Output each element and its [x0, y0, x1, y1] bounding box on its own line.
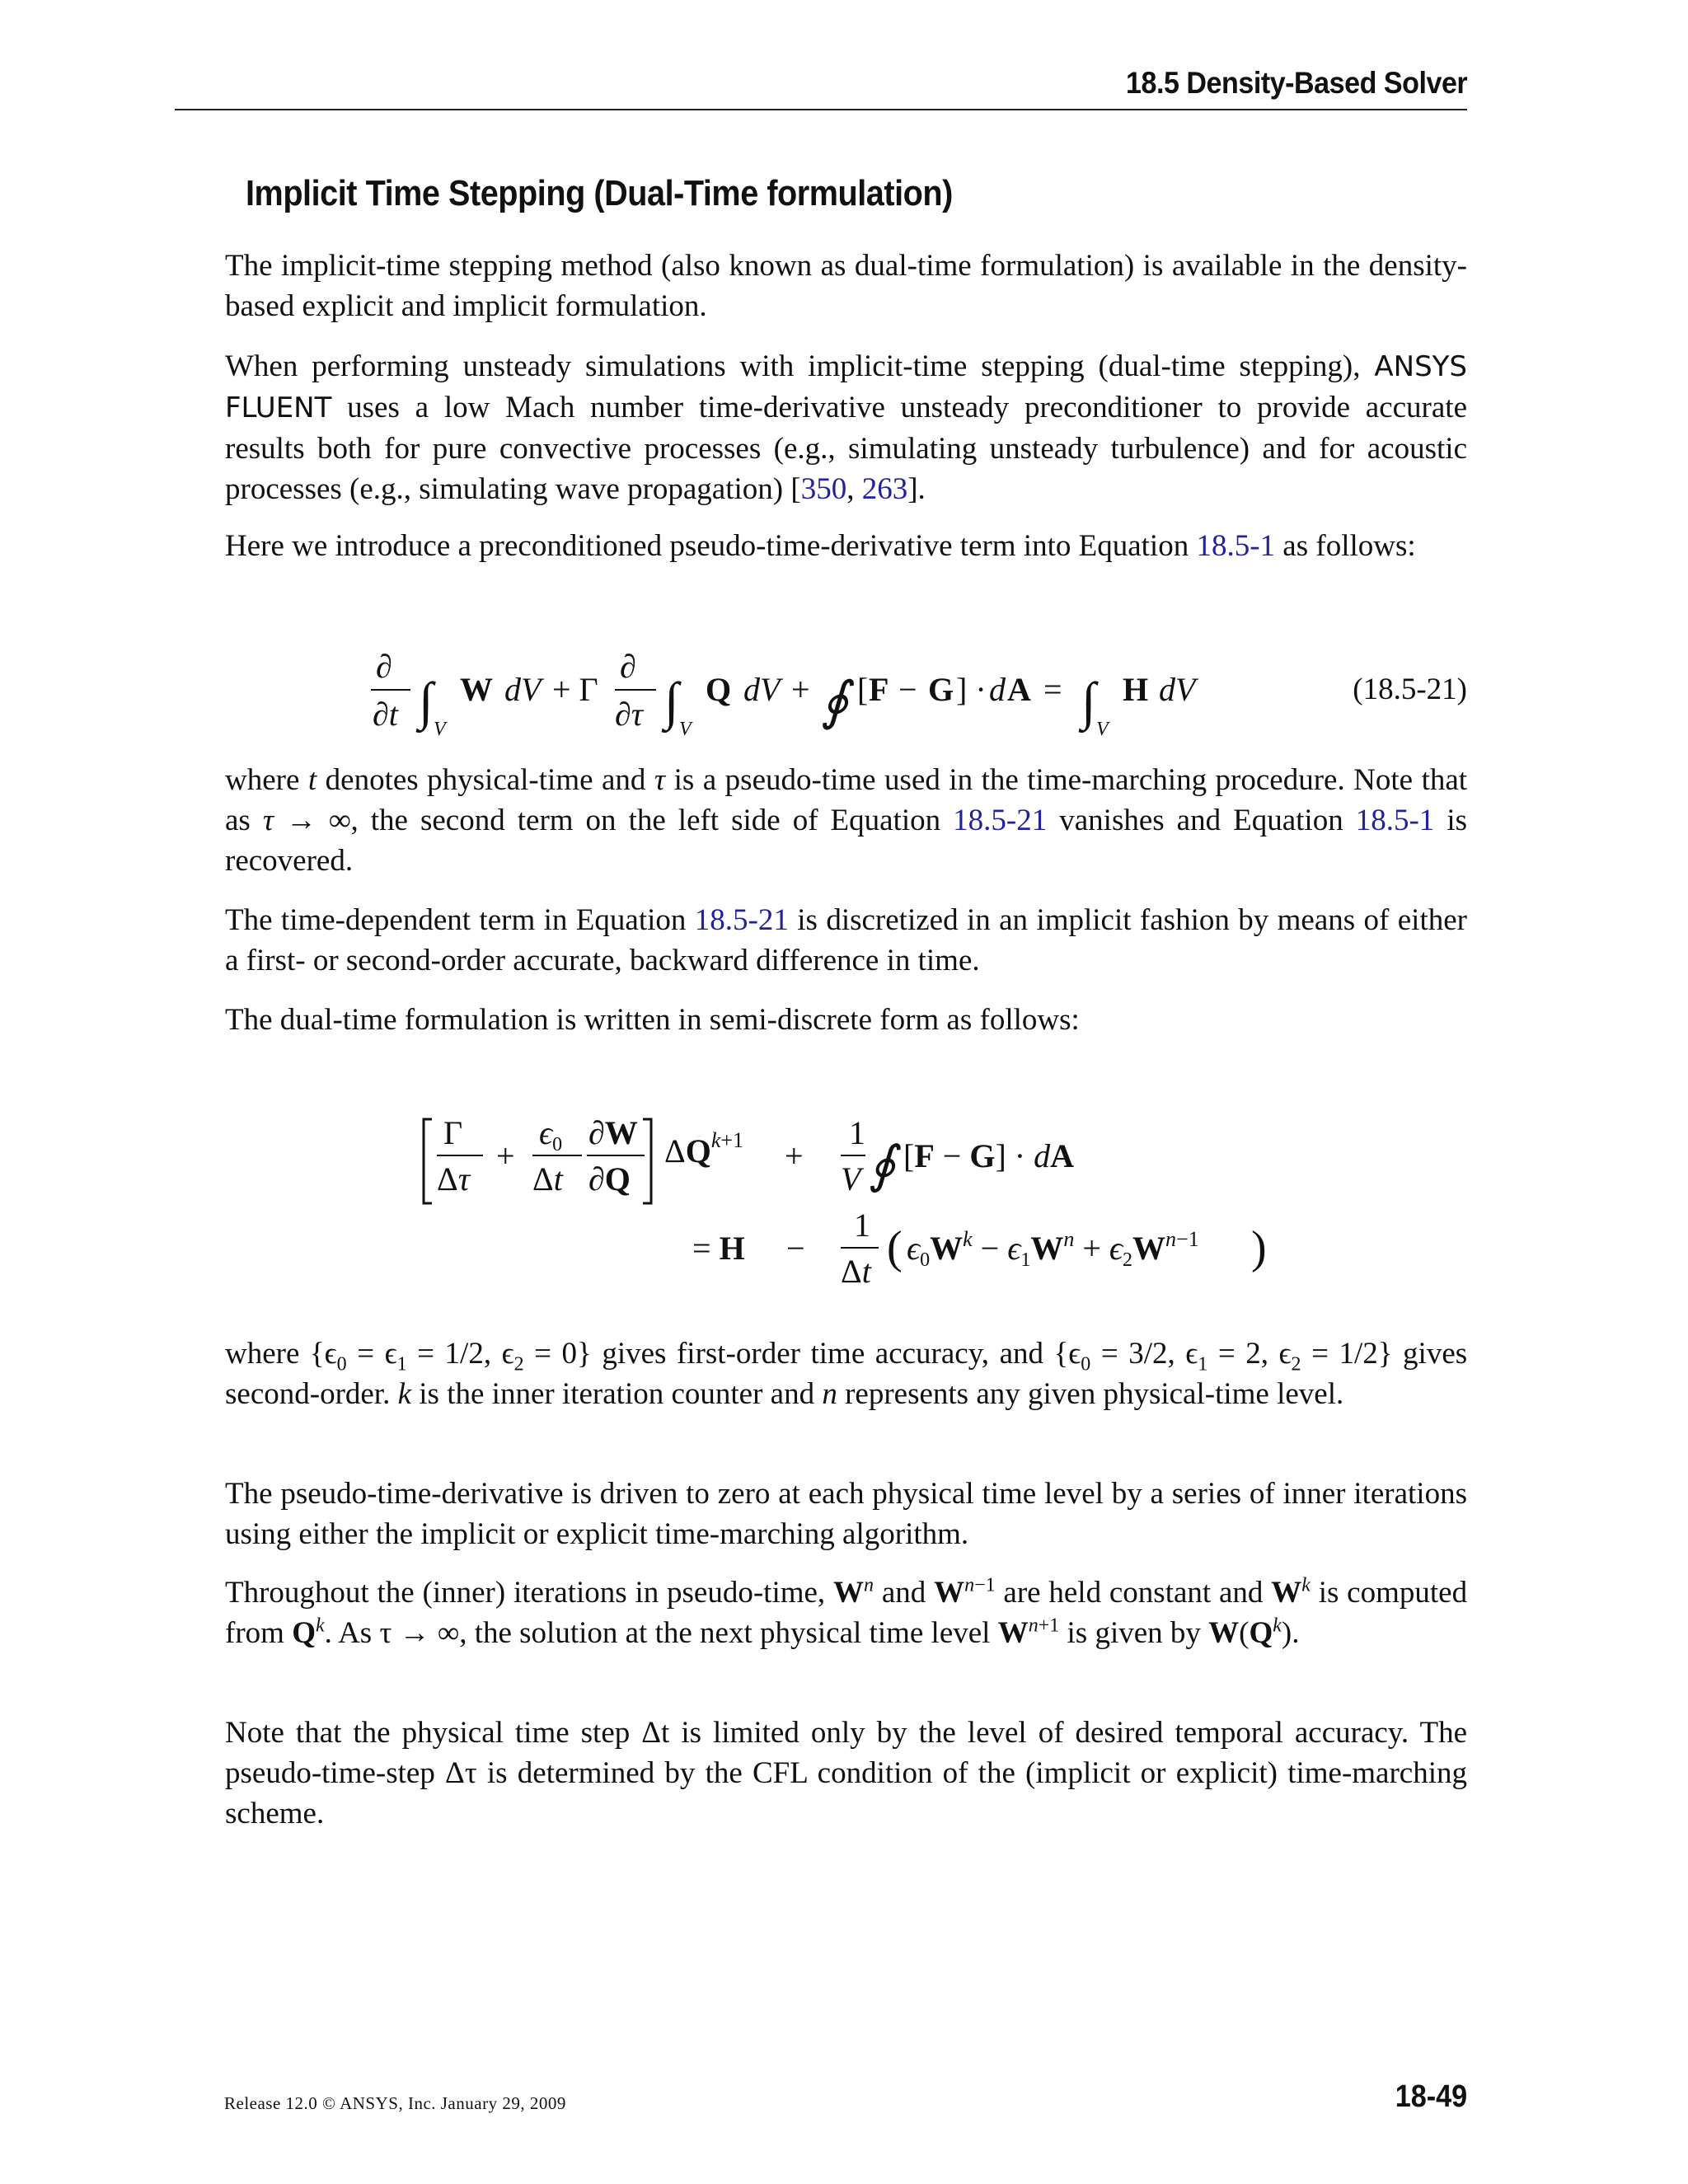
- paragraph-text: denotes physical-time and: [325, 763, 646, 797]
- svg-text:1: 1: [849, 1114, 865, 1151]
- math-expression: τ → ∞: [262, 804, 351, 837]
- paragraph-dual-time: [225, 1000, 1467, 1040]
- paragraph-text: uses a low Mach number time-derivative unsteady preconditioner to provide accurate results both for pure convective processes (e.g., simulating unsteady turbulence) and for acoustic processes (e.g., simulating wave propagation) [: [225, 391, 1467, 506]
- paragraph-text: The dual-time formulation is written in semi-discrete form as follows:: [225, 1003, 1080, 1037]
- svg-text:∫: ∫: [419, 672, 434, 730]
- svg-text:∂τ: ∂τ: [615, 696, 644, 733]
- paragraph-text: , the second term on the left side of Equation: [350, 804, 941, 837]
- svg-text:+: +: [785, 1137, 804, 1174]
- paragraph-iterations: Throughout the (inner) iterations in pseudo-time, $W^n$ and $W^{n-1}$ are held constant and $W^k$ is computed from $Q^k$. As τ → ∞, the solution at the next physical time level $W^{n+1}$ is given by $W(Q^k)$.: [225, 1574, 1468, 1650]
- svg-text:H: H: [1123, 671, 1149, 708]
- svg-text:V: V: [679, 719, 692, 740]
- svg-text:+: +: [791, 671, 810, 708]
- svg-text:+: +: [496, 1137, 515, 1174]
- paragraph-text: = 1/2, ϵ: [417, 1337, 514, 1371]
- paragraph-text: = 1/2} gives second-order.: [225, 1337, 1468, 1411]
- equation-link[interactable]: 18.5-21: [694, 903, 789, 937]
- svg-text:∂W: ∂W: [588, 1114, 638, 1151]
- svg-text:∫: ∫: [1081, 672, 1096, 730]
- svg-text:dV: dV: [1159, 671, 1196, 708]
- equation-semi-discrete: [420, 1104, 1311, 1310]
- svg-text:∮: ∮: [821, 672, 849, 730]
- svg-text:ϵ0: $\epsilon_0$: [539, 1114, 563, 1155]
- math-symbol: k: [397, 1377, 412, 1411]
- svg-text:+ Γ: + Γ: [552, 671, 598, 708]
- paragraph-text: When performing unsteady simulations with implicit-time stepping (dual-time stepping),: [225, 349, 1361, 383]
- svg-text:dV: dV: [504, 671, 542, 708]
- paragraph-text: The time-dependent term in Equation: [225, 903, 687, 937]
- paragraph-text: Note that the physical time step Δt is limited only by the level of desired temporal accuracy. The pseudo-time-step Δτ is determined by the CFL condition of the (implicit or explicit) time-marching scheme.: [225, 1716, 1467, 1830]
- svg-text:A: A: [1007, 671, 1031, 708]
- svg-text:∂: ∂: [620, 648, 636, 685]
- svg-text:F: F: [869, 671, 889, 708]
- paragraph-text: is recovered.: [225, 804, 1468, 878]
- svg-text:V: V: [1096, 719, 1109, 740]
- page-number: 18-49: [1395, 2079, 1467, 2114]
- svg-text:−: −: [898, 671, 917, 708]
- svg-text:ϵ0Wk − ϵ1Wn + ϵ2Wn−1: $\epsilon_0W^k - \epsilon_1W^n + \epsilon_2W^n-1$: [907, 1227, 1199, 1271]
- svg-text:∫: ∫: [664, 672, 679, 730]
- svg-text:1: 1: [854, 1207, 870, 1244]
- paragraph-text: are held constant and: [1003, 1576, 1264, 1610]
- paragraph-text: is the inner iteration counter and: [419, 1377, 815, 1411]
- svg-text:[: [: [857, 671, 869, 708]
- running-header-title: 18.5 Density-Based Solver: [1125, 66, 1467, 100]
- equation-link[interactable]: 18.5-1: [1355, 804, 1435, 837]
- paragraph-epsilon: where {$\epsilon_0 = \epsilon_1 = 1/2$, $\epsilon_2 = 0$} gives first-order time accuracy, and {$\epsilon_0 = 3/2$, $\epsilon_1 = 2$, $\epsilon_2 = 1/2$} gives second-order. k is the inner iteration counter and n represents any given physical-time level.: [225, 1337, 1468, 1411]
- svg-text:] ·: ] ·: [956, 671, 987, 708]
- paragraph-intro: [225, 246, 1467, 326]
- svg-text:∂Q: ∂Q: [588, 1160, 631, 1197]
- svg-text:∂: ∂: [376, 648, 392, 685]
- svg-text:Δτ: Δτ: [437, 1160, 471, 1197]
- paragraph-text: The pseudo-time-derivative is driven to zero at each physical time level by a series of inner iterations using either the implicit or explicit time-marching algorithm.: [225, 1477, 1467, 1551]
- equation-number: (18.5-21): [1353, 673, 1467, 706]
- svg-text:dV: dV: [743, 671, 781, 708]
- svg-text:(: (: [887, 1222, 903, 1273]
- svg-text:∮: ∮: [869, 1137, 896, 1193]
- paragraph-preconditioned: [225, 526, 1467, 566]
- math-symbol: t: [307, 763, 317, 797]
- paragraph-time-dependent: [225, 900, 1467, 981]
- svg-text:=: =: [1043, 671, 1062, 708]
- paragraph-unsteady: When performing unsteady simulations with implicit-time stepping (dual-time stepping), ANSYS FLUENT uses a low Mach number time-derivative unsteady preconditioner to provide accurate results both for pure convective processes (e.g., simulating unsteady turbulence) and for acoustic processes (e.g., simulating wave propagation) [350, 263].: [225, 349, 1468, 506]
- paragraph-text: and: [881, 1576, 926, 1610]
- paragraph-text: is given by: [1067, 1616, 1201, 1650]
- svg-text:∂t: ∂t: [373, 696, 398, 733]
- paragraph-text: is discretized in an implicit fashion by means of either a first- or second-order accurate, backward difference in time.: [225, 903, 1467, 977]
- svg-text:ΔQk+1: $\Delta Q^k+1$: [664, 1128, 744, 1169]
- equation-18-5-21: [371, 643, 1212, 750]
- paragraph-text: Throughout the (inner) iterations in pseudo-time,: [225, 1576, 826, 1610]
- citation-link[interactable]: 350: [800, 472, 847, 506]
- paragraph-text: = 0} gives first-order time accuracy, and {ϵ: [534, 1337, 1081, 1371]
- paragraph-text: Here we introduce a preconditioned pseudo-time-derivative term into Equation: [225, 529, 1189, 563]
- math-symbol: τ: [654, 763, 666, 797]
- paragraph-text: represents any given physical-time level.: [845, 1377, 1344, 1411]
- paragraph-text: = 3/2, ϵ: [1100, 1337, 1198, 1371]
- paragraph-time-step: [225, 1713, 1467, 1834]
- svg-text:Γ: Γ: [443, 1114, 463, 1151]
- paragraph-text: as follows:: [1282, 529, 1416, 563]
- svg-text:G: G: [928, 671, 954, 708]
- equation-link[interactable]: 18.5-21: [953, 804, 1048, 837]
- paragraph-text: . As τ → ∞, the solution at the next physical time level: [324, 1616, 991, 1650]
- paragraph-text: vanishes and Equation: [1059, 804, 1343, 837]
- paragraph-pseudo-time: [225, 1474, 1467, 1554]
- svg-text:V: V: [841, 1160, 861, 1197]
- paragraph-text: The implicit-time stepping method (also known as dual-time formulation) is available in the density-based explicit and implicit formulation.: [225, 249, 1467, 323]
- paragraph-text: is computed from: [225, 1576, 1468, 1650]
- paragraph-text: where: [225, 763, 300, 797]
- paragraph-text: where {ϵ: [225, 1337, 337, 1371]
- svg-text:[F − G] · dA: [F − G] · dA: [903, 1137, 1074, 1174]
- svg-text:Q: Q: [706, 671, 732, 708]
- footer-release: Release 12.0 © ANSYS, Inc. January 29, 2009: [224, 2093, 566, 2113]
- product-name: ANSYS FLUENT: [225, 350, 1468, 424]
- svg-text:= H: = H: [692, 1230, 745, 1267]
- section-title: Implicit Time Stepping (Dual-Time formulation): [246, 173, 953, 213]
- svg-text:W: W: [460, 671, 493, 708]
- math-symbol: n: [822, 1377, 837, 1411]
- svg-text:Δt: Δt: [532, 1160, 563, 1197]
- citation-link[interactable]: 263: [861, 472, 908, 506]
- paragraph-text: is a pseudo-time used in the time-marching procedure. Note that as: [225, 763, 1468, 837]
- svg-text:d: d: [989, 671, 1006, 708]
- paragraph-text: = ϵ: [357, 1337, 397, 1371]
- svg-text:Δt: Δt: [841, 1253, 871, 1290]
- paragraph-text: ].: [907, 472, 926, 506]
- page-header: [175, 59, 1467, 110]
- paragraph-where-t: [225, 760, 1467, 881]
- svg-text:V: V: [434, 719, 446, 740]
- paragraph-text: = 2, ϵ: [1217, 1337, 1292, 1371]
- equation-link[interactable]: 18.5-1: [1196, 529, 1276, 563]
- svg-text:): ): [1251, 1222, 1267, 1273]
- svg-text:−: −: [786, 1230, 805, 1267]
